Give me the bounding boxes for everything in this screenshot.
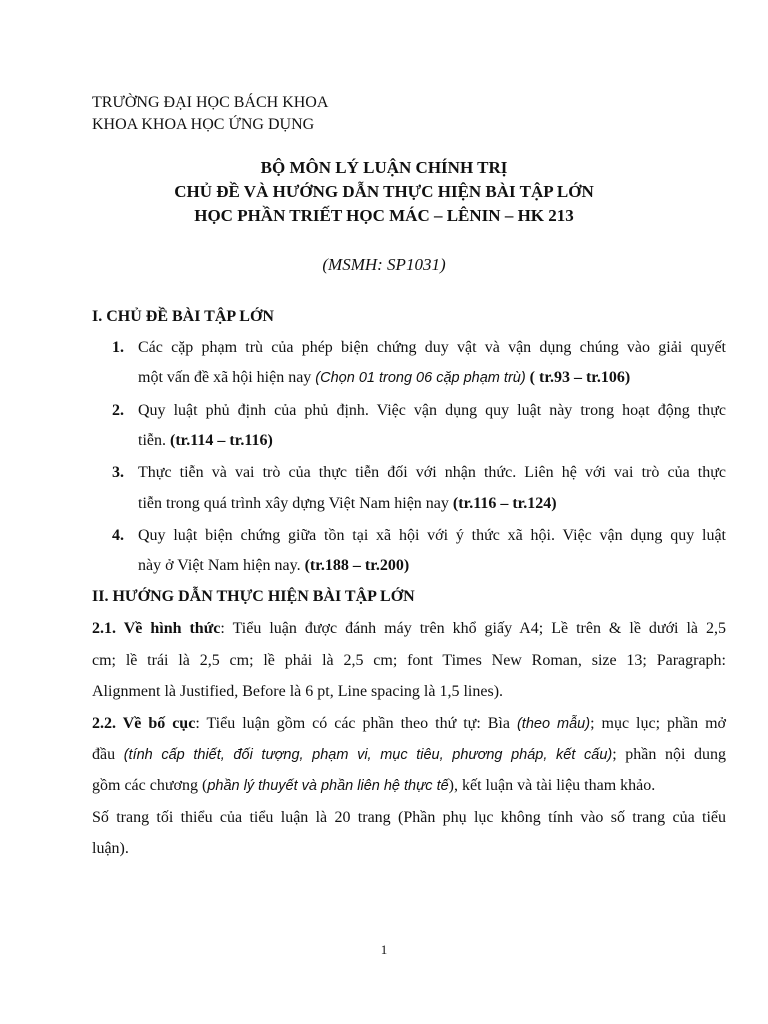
item-number: 1. <box>112 339 124 356</box>
item-note: (Chọn 01 trong 06 cặp phạm trù) <box>315 370 526 386</box>
item-page-range: (tr.114 – tr.116) <box>170 432 273 449</box>
paragraph-line <box>92 745 726 765</box>
item-text-line: Quy luật biện chứng giữa tồn tại xã hội với ý thức xã hội. Việc vận dụng quy luật <box>138 527 726 544</box>
item-text-line <box>138 431 273 451</box>
item-text-line <box>138 368 630 388</box>
paragraph-line: luận). <box>92 840 129 857</box>
page-number: 1 <box>380 942 388 957</box>
item-text-line: Thực tiễn và vai trò của thực tiễn đối với nhận thức. Liên hệ với vai trò của thực <box>138 464 726 481</box>
item-page-range: (tr.188 – tr.200) <box>304 557 410 574</box>
paragraph-line: Alignment là Justified, Before là 6 pt, Line spacing là 1,5 lines). <box>92 683 504 700</box>
item-page-range: (tr.116 – tr.124) <box>452 495 557 512</box>
item-number: 2. <box>112 402 124 419</box>
paragraph-text: ; phần nội dung <box>612 746 727 763</box>
paragraph-line: cm; lề trái là 2,5 cm; lề phải là 2,5 cm; font Times New Roman, size 13; Paragraph: <box>92 652 726 669</box>
paragraph-text: đầu <box>92 746 116 763</box>
paragraph-line <box>92 619 726 639</box>
section2-heading: II. HƯỚNG DẪN THỰC HIỆN BÀI TẬP LỚN <box>92 588 415 605</box>
section1-heading: I. CHỦ ĐỀ BÀI TẬP LỚN <box>92 308 274 325</box>
paragraph-note: phần lý thuyết và phần liên hệ thực tế <box>207 778 449 794</box>
item-number: 3. <box>112 464 124 481</box>
item-text: tiễn. <box>138 432 166 449</box>
item-text: này ở Việt Nam hiện nay. <box>138 557 301 574</box>
item-text-line: Các cặp phạm trù của phép biện chứng duy vật và vận dụng chúng vào giải quyết <box>138 339 726 356</box>
faculty-name: KHOA KHOA HỌC ỨNG DỤNG <box>92 116 315 133</box>
item-text-line <box>138 494 557 514</box>
item-text: tiễn trong quá trình xây dựng Việt Nam hiện nay <box>138 495 449 512</box>
paragraph-label: 2.2. Về bố cục <box>92 715 196 732</box>
paragraph-text: : Tiểu luận được đánh máy trên khổ giấy A4; Lề trên & lề dưới là 2,5 <box>220 620 727 637</box>
department-title: BỘ MÔN LÝ LUẬN CHÍNH TRỊ <box>260 158 508 177</box>
paragraph-line <box>92 776 655 796</box>
paragraph-text: ), kết luận và tài liệu tham khảo. <box>448 777 656 794</box>
paragraph-text: : Tiểu luận gồm có các phần theo thứ tự: Bìa <box>195 715 510 732</box>
paragraph-text: gồm các chương ( <box>92 777 208 794</box>
paragraph-line <box>92 714 726 734</box>
school-name: TRƯỜNG ĐẠI HỌC BÁCH KHOA <box>92 94 329 111</box>
paragraph-text: ; mục lục; phần mở <box>590 715 726 732</box>
item-number: 4. <box>112 527 124 544</box>
item-text-line: Quy luật phủ định của phủ định. Việc vận dụng quy luật này trong hoạt động thực <box>138 402 726 419</box>
course-title: HỌC PHẦN TRIẾT HỌC MÁC – LÊNIN – HK 213 <box>194 206 574 225</box>
assignment-title: CHỦ ĐỀ VÀ HƯỚNG DẪN THỰC HIỆN BÀI TẬP LỚN <box>174 182 594 201</box>
paragraph-line: Số trang tối thiểu của tiểu luận là 20 trang (Phần phụ lục không tính vào số trang của tiểu <box>92 809 726 826</box>
paragraph-label: 2.1. Về hình thức <box>92 620 221 637</box>
item-text: một vấn đề xã hội hiện nay <box>138 369 312 386</box>
item-text-line <box>138 556 409 576</box>
item-page-range: ( tr.93 – tr.106) <box>529 369 631 386</box>
paragraph-note: (theo mẫu) <box>516 716 591 732</box>
paragraph-note: (tính cấp thiết, đối tượng, phạm vi, mục tiêu, phương pháp, kết cấu) <box>123 747 613 763</box>
course-code: (MSMH: SP1031) <box>322 255 446 274</box>
